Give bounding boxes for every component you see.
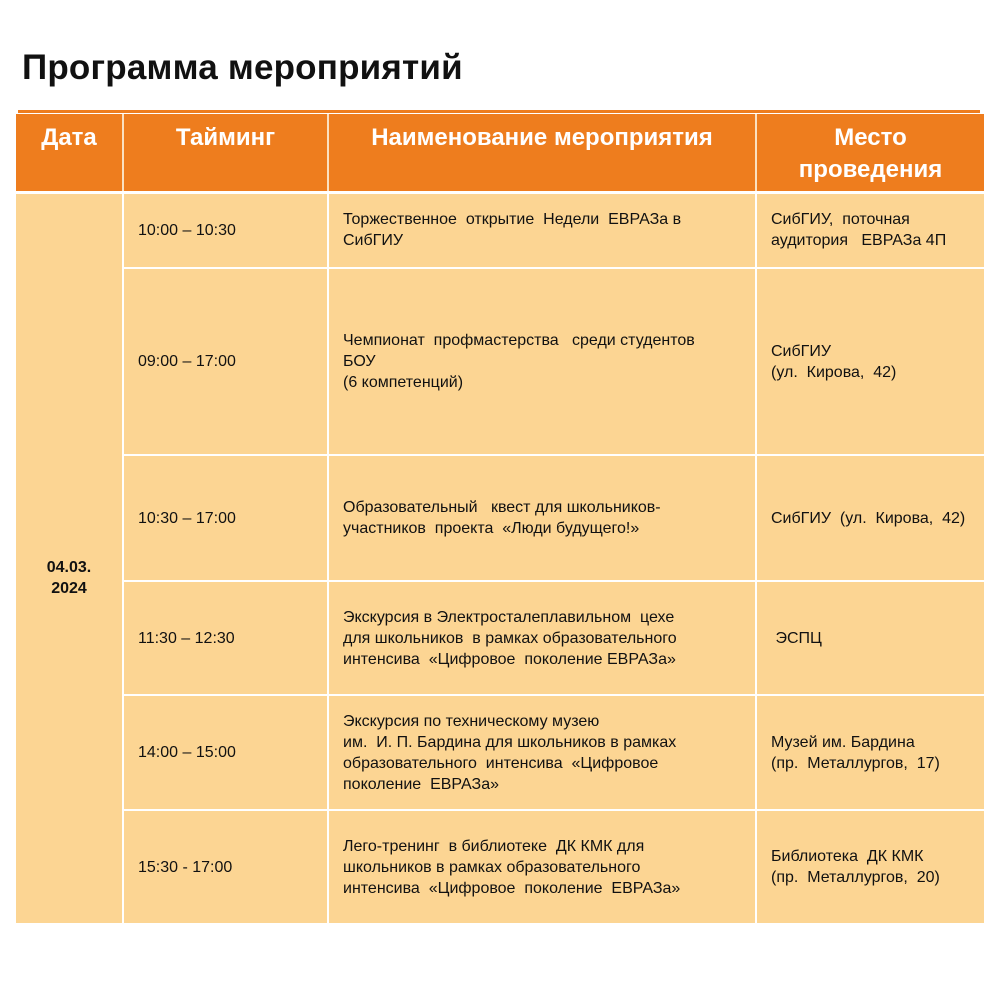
header-place-line2: проведения bbox=[798, 156, 943, 183]
header-timing: Тайминг bbox=[123, 114, 328, 192]
place-line: Библиотека ДК КМК bbox=[771, 848, 924, 865]
event-name-line: Экскурсия по техническому музею bbox=[343, 712, 600, 730]
place-line: ЭСПЦ bbox=[771, 629, 822, 647]
event-name-line: (6 компетенций) bbox=[343, 374, 464, 391]
date-line2: 2024 bbox=[51, 579, 87, 597]
place-cell bbox=[756, 455, 984, 581]
event-name-line: Образовательный квест для школьников- bbox=[343, 499, 661, 516]
time-cell: 14:00 – 15:00 bbox=[123, 695, 328, 810]
title-underline bbox=[18, 110, 980, 113]
place-line: (пр. Металлургов, 17) bbox=[771, 754, 940, 772]
time-cell: 09:00 – 17:00 bbox=[123, 268, 328, 455]
place-cell bbox=[756, 810, 984, 924]
event-name-cell bbox=[328, 268, 756, 455]
place-line: СибГИУ (ул. Кирова, 42) bbox=[771, 509, 966, 527]
table-row bbox=[16, 581, 984, 695]
event-name-cell bbox=[328, 810, 756, 924]
place-line: СибГИУ, поточная bbox=[771, 211, 910, 229]
place-cell bbox=[756, 192, 984, 268]
event-name-line: им. И. П. Бардина для школьников в рамках bbox=[343, 733, 677, 751]
table-row bbox=[16, 810, 984, 924]
event-name-cell bbox=[328, 581, 756, 695]
table-row bbox=[16, 192, 984, 268]
event-name-line: Экскурсия в Электросталеплавильном цехе bbox=[343, 608, 675, 626]
event-name-cell bbox=[328, 192, 756, 268]
event-name-line: интенсива «Цифровое поколение ЕВРАЗа» bbox=[343, 879, 681, 897]
table-header-row bbox=[16, 114, 984, 192]
event-name-line: Лего-тренинг в библиотеке ДК КМК для bbox=[343, 837, 645, 855]
events-table bbox=[16, 114, 984, 925]
header-date: Дата bbox=[16, 114, 123, 192]
place-cell bbox=[756, 581, 984, 695]
place-line: (ул. Кирова, 42) bbox=[771, 363, 897, 381]
time-cell: 11:30 – 12:30 bbox=[123, 581, 328, 695]
place-cell bbox=[756, 695, 984, 810]
place-line: Музей им. Бардина bbox=[771, 733, 915, 751]
event-name-line: образовательного интенсива «Цифровое bbox=[343, 754, 659, 772]
table-row bbox=[16, 695, 984, 810]
event-name-line: участников проекта «Люди будущего!» bbox=[343, 520, 640, 537]
event-name-line: школьников в рамках образовательного bbox=[343, 858, 641, 876]
date-line1: 04.03. bbox=[46, 558, 92, 576]
event-name-line: для школьников в рамках образовательного bbox=[343, 629, 677, 647]
page-title: Программа мероприятий bbox=[22, 48, 463, 87]
event-name-line: Чемпионат профмастерства среди студентов bbox=[343, 332, 695, 349]
header-event-name: Наименование мероприятия bbox=[328, 114, 756, 192]
time-cell: 10:30 – 17:00 bbox=[123, 455, 328, 581]
event-name-cell bbox=[328, 695, 756, 810]
place-line: СибГИУ bbox=[771, 342, 831, 360]
event-name-line: Торжественное открытие Недели ЕВРАЗа в bbox=[343, 211, 682, 229]
place-cell bbox=[756, 268, 984, 455]
time-cell: 10:00 – 10:30 bbox=[123, 192, 328, 268]
event-name-cell bbox=[328, 455, 756, 581]
event-name-line: БОУ bbox=[343, 353, 376, 370]
header-place bbox=[756, 114, 984, 192]
place-line: аудитория ЕВРАЗа 4П bbox=[771, 232, 947, 250]
event-name-line: СибГИУ bbox=[343, 232, 403, 250]
header-place-line1: Место bbox=[834, 124, 907, 151]
place-line: (пр. Металлургов, 20) bbox=[771, 869, 940, 886]
event-name-line: поколение ЕВРАЗа» bbox=[343, 775, 499, 793]
table-row bbox=[16, 455, 984, 581]
time-cell: 15:30 - 17:00 bbox=[123, 810, 328, 924]
event-name-line: интенсива «Цифровое поколение ЕВРАЗа» bbox=[343, 650, 676, 668]
date-cell bbox=[16, 192, 123, 924]
table-row bbox=[16, 268, 984, 455]
